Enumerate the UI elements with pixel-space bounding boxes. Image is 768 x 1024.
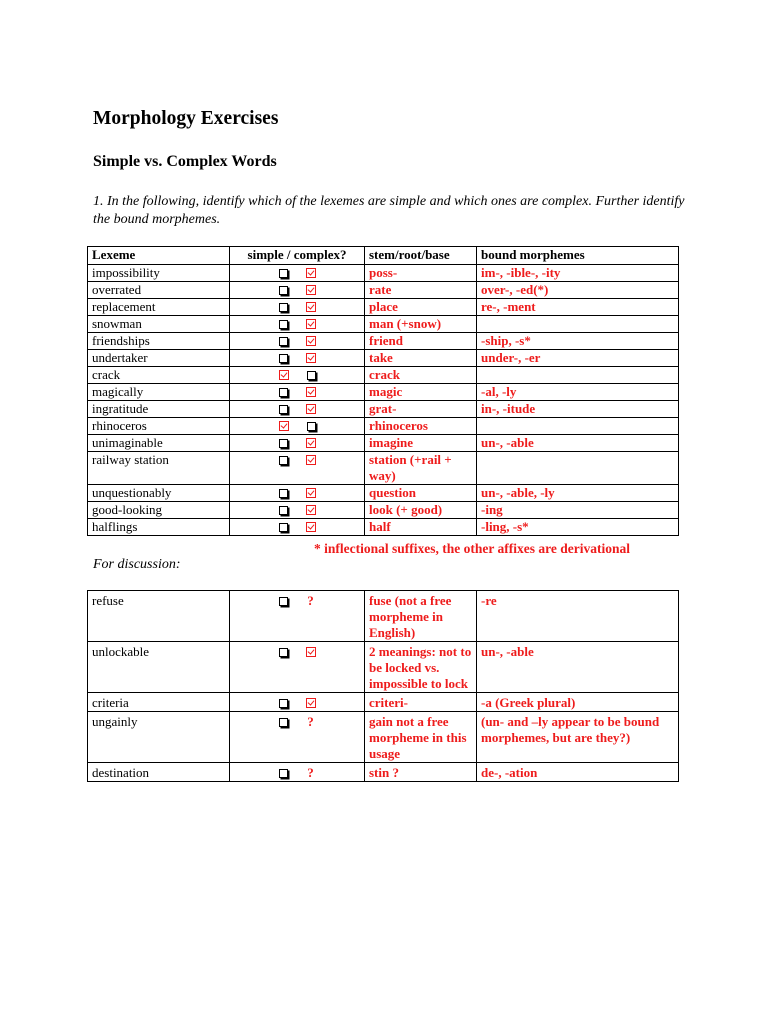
stem-cell: rate xyxy=(365,282,477,299)
simple-complex-cell xyxy=(230,265,365,282)
lexeme-cell: unlockable xyxy=(88,642,230,693)
simple-checkbox-icon[interactable] xyxy=(279,439,288,448)
table-row xyxy=(88,418,679,435)
stem-cell: poss- xyxy=(365,265,477,282)
question-mark: ? xyxy=(307,714,314,729)
lexeme-cell: ungainly xyxy=(88,712,230,763)
discussion-row xyxy=(88,591,679,642)
lexeme-cell: snowman xyxy=(88,316,230,333)
complex-checked-checkbox-icon[interactable] xyxy=(306,438,316,448)
bound-morphemes-cell: in-, -itude xyxy=(477,401,679,418)
complex-checked-checkbox-icon[interactable] xyxy=(306,268,316,278)
stem-cell: friend xyxy=(365,333,477,350)
lexeme-cell: undertaker xyxy=(88,350,230,367)
lexeme-cell: magically xyxy=(88,384,230,401)
simple-complex-cell xyxy=(230,333,365,350)
question-mark: ? xyxy=(307,765,314,780)
lexeme-cell: refuse xyxy=(88,591,230,642)
simple-complex-cell xyxy=(230,502,365,519)
bound-morphemes-cell: un-, -able, -ly xyxy=(477,485,679,502)
stem-cell: question xyxy=(365,485,477,502)
bound-morphemes-cell: -a (Greek plural) xyxy=(477,693,679,712)
simple-complex-cell xyxy=(230,485,365,502)
table-header-row xyxy=(88,247,679,265)
simple-complex-cell xyxy=(230,763,365,782)
complex-checked-checkbox-icon[interactable] xyxy=(306,455,316,465)
simple-checkbox-icon[interactable] xyxy=(279,337,288,346)
complex-checked-checkbox-icon[interactable] xyxy=(306,353,316,363)
simple-checkbox-icon[interactable] xyxy=(279,699,288,708)
simple-complex-cell xyxy=(230,435,365,452)
lexeme-cell: overrated xyxy=(88,282,230,299)
simple-complex-cell xyxy=(230,384,365,401)
bound-morphemes-cell: im-, -ible-, -ity xyxy=(477,265,679,282)
lexeme-cell: criteria xyxy=(88,693,230,712)
complex-checked-checkbox-icon[interactable] xyxy=(306,488,316,498)
simple-checkbox-icon[interactable] xyxy=(279,718,288,727)
table-row xyxy=(88,350,679,367)
stem-cell: grat- xyxy=(365,401,477,418)
stem-cell: take xyxy=(365,350,477,367)
simple-complex-cell xyxy=(230,316,365,333)
simple-complex-cell xyxy=(230,418,365,435)
table-row xyxy=(88,265,679,282)
stem-cell: rhinoceros xyxy=(365,418,477,435)
header-stem: stem/root/base xyxy=(365,247,477,265)
bound-morphemes-cell xyxy=(477,316,679,333)
simple-complex-cell xyxy=(230,591,365,642)
bound-morphemes-cell: (un- and –ly appear to be bound morphemes, but are they?) xyxy=(477,712,679,763)
lexeme-table xyxy=(87,246,679,536)
complex-checkbox-icon[interactable] xyxy=(307,371,316,380)
bound-morphemes-cell: un-, -able xyxy=(477,435,679,452)
simple-checkbox-icon[interactable] xyxy=(279,388,288,397)
simple-checkbox-icon[interactable] xyxy=(279,769,288,778)
complex-checked-checkbox-icon[interactable] xyxy=(306,302,316,312)
bound-morphemes-cell: de-, -ation xyxy=(477,763,679,782)
simple-complex-cell xyxy=(230,367,365,384)
discussion-row xyxy=(88,763,679,782)
stem-cell: magic xyxy=(365,384,477,401)
stem-cell: stin ? xyxy=(365,763,477,782)
simple-checkbox-icon[interactable] xyxy=(279,597,288,606)
simple-complex-cell xyxy=(230,519,365,536)
simple-checkbox-icon[interactable] xyxy=(279,506,288,515)
discussion-table xyxy=(87,590,679,782)
table-row xyxy=(88,316,679,333)
simple-checkbox-icon[interactable] xyxy=(279,269,288,278)
simple-checked-checkbox-icon[interactable] xyxy=(279,370,289,380)
stem-cell: half xyxy=(365,519,477,536)
table-row xyxy=(88,384,679,401)
table-row xyxy=(88,519,679,536)
lexeme-cell: rhinoceros xyxy=(88,418,230,435)
complex-checked-checkbox-icon[interactable] xyxy=(306,285,316,295)
simple-complex-cell xyxy=(230,452,365,485)
simple-checkbox-icon[interactable] xyxy=(279,405,288,414)
complex-checked-checkbox-icon[interactable] xyxy=(306,522,316,532)
stem-cell: imagine xyxy=(365,435,477,452)
simple-complex-cell xyxy=(230,299,365,316)
simple-checked-checkbox-icon[interactable] xyxy=(279,421,289,431)
simple-complex-cell xyxy=(230,350,365,367)
stem-cell: 2 meanings: not to be locked vs. impossible to lock xyxy=(365,642,477,693)
bound-morphemes-cell xyxy=(477,452,679,485)
bound-morphemes-cell xyxy=(477,418,679,435)
lexeme-cell: unquestionably xyxy=(88,485,230,502)
lexeme-cell: replacement xyxy=(88,299,230,316)
simple-checkbox-icon[interactable] xyxy=(279,489,288,498)
simple-checkbox-icon[interactable] xyxy=(279,303,288,312)
lexeme-cell: ingratitude xyxy=(88,401,230,418)
table-row xyxy=(88,299,679,316)
stem-cell: place xyxy=(365,299,477,316)
bound-morphemes-cell: re-, -ment xyxy=(477,299,679,316)
complex-checked-checkbox-icon[interactable] xyxy=(306,336,316,346)
table-row xyxy=(88,282,679,299)
table-row xyxy=(88,435,679,452)
bound-morphemes-cell: -ling, -s* xyxy=(477,519,679,536)
lexeme-cell: unimaginable xyxy=(88,435,230,452)
stem-cell: crack xyxy=(365,367,477,384)
discussion-table-body xyxy=(88,591,679,782)
header-simple-complex: simple / complex? xyxy=(230,247,365,265)
discussion-label: For discussion: xyxy=(93,557,181,572)
bound-morphemes-cell: -ship, -s* xyxy=(477,333,679,350)
lexeme-cell: good-looking xyxy=(88,502,230,519)
simple-checkbox-icon[interactable] xyxy=(279,286,288,295)
simple-checkbox-icon[interactable] xyxy=(279,456,288,465)
stem-cell: fuse (not a free morpheme in English) xyxy=(365,591,477,642)
complex-checked-checkbox-icon[interactable] xyxy=(306,505,316,515)
table-row xyxy=(88,502,679,519)
complex-checked-checkbox-icon[interactable] xyxy=(306,319,316,329)
bound-morphemes-cell: over-, -ed(*) xyxy=(477,282,679,299)
lexeme-cell: crack xyxy=(88,367,230,384)
lexeme-cell: railway station xyxy=(88,452,230,485)
lexeme-table-body xyxy=(88,265,679,536)
header-lexeme: Lexeme xyxy=(88,247,230,265)
simple-checkbox-icon[interactable] xyxy=(279,523,288,532)
lexeme-cell: destination xyxy=(88,763,230,782)
stem-cell: man (+snow) xyxy=(365,316,477,333)
header-bound-morphemes: bound morphemes xyxy=(477,247,679,265)
table-row xyxy=(88,367,679,384)
bound-morphemes-cell xyxy=(477,367,679,384)
simple-complex-cell xyxy=(230,693,365,712)
complex-checked-checkbox-icon[interactable] xyxy=(306,698,316,708)
simple-checkbox-icon[interactable] xyxy=(279,354,288,363)
section-subtitle: Simple vs. Complex Words xyxy=(93,153,277,170)
question-mark: ? xyxy=(307,593,314,608)
page-title: Morphology Exercises xyxy=(93,108,279,129)
complex-checked-checkbox-icon[interactable] xyxy=(306,647,316,657)
table-row xyxy=(88,333,679,350)
lexeme-cell: halflings xyxy=(88,519,230,536)
complex-checked-checkbox-icon[interactable] xyxy=(306,387,316,397)
table-row xyxy=(88,485,679,502)
footnote: * inflectional suffixes, the other affixes are derivational xyxy=(314,541,630,556)
table-row xyxy=(88,401,679,418)
discussion-row xyxy=(88,642,679,693)
stem-cell: gain not a free morpheme in this usage xyxy=(365,712,477,763)
discussion-row xyxy=(88,693,679,712)
bound-morphemes-cell: -re xyxy=(477,591,679,642)
complex-checkbox-icon[interactable] xyxy=(307,422,316,431)
discussion-row xyxy=(88,712,679,763)
bound-morphemes-cell: under-, -er xyxy=(477,350,679,367)
bound-morphemes-cell: -ing xyxy=(477,502,679,519)
table-row xyxy=(88,452,679,485)
simple-complex-cell xyxy=(230,282,365,299)
stem-cell: criteri- xyxy=(365,693,477,712)
simple-checkbox-icon[interactable] xyxy=(279,320,288,329)
simple-complex-cell xyxy=(230,642,365,693)
stem-cell: look (+ good) xyxy=(365,502,477,519)
stem-cell: station (+rail + way) xyxy=(365,452,477,485)
bound-morphemes-cell: -al, -ly xyxy=(477,384,679,401)
complex-checked-checkbox-icon[interactable] xyxy=(306,404,316,414)
exercise-instructions: 1. In the following, identify which of the lexemes are simple and which ones are complex. Further identify the bound morphemes. xyxy=(93,194,685,227)
bound-morphemes-cell: un-, -able xyxy=(477,642,679,693)
simple-complex-cell xyxy=(230,712,365,763)
simple-checkbox-icon[interactable] xyxy=(279,648,288,657)
simple-complex-cell xyxy=(230,401,365,418)
lexeme-cell: friendships xyxy=(88,333,230,350)
lexeme-cell: impossibility xyxy=(88,265,230,282)
